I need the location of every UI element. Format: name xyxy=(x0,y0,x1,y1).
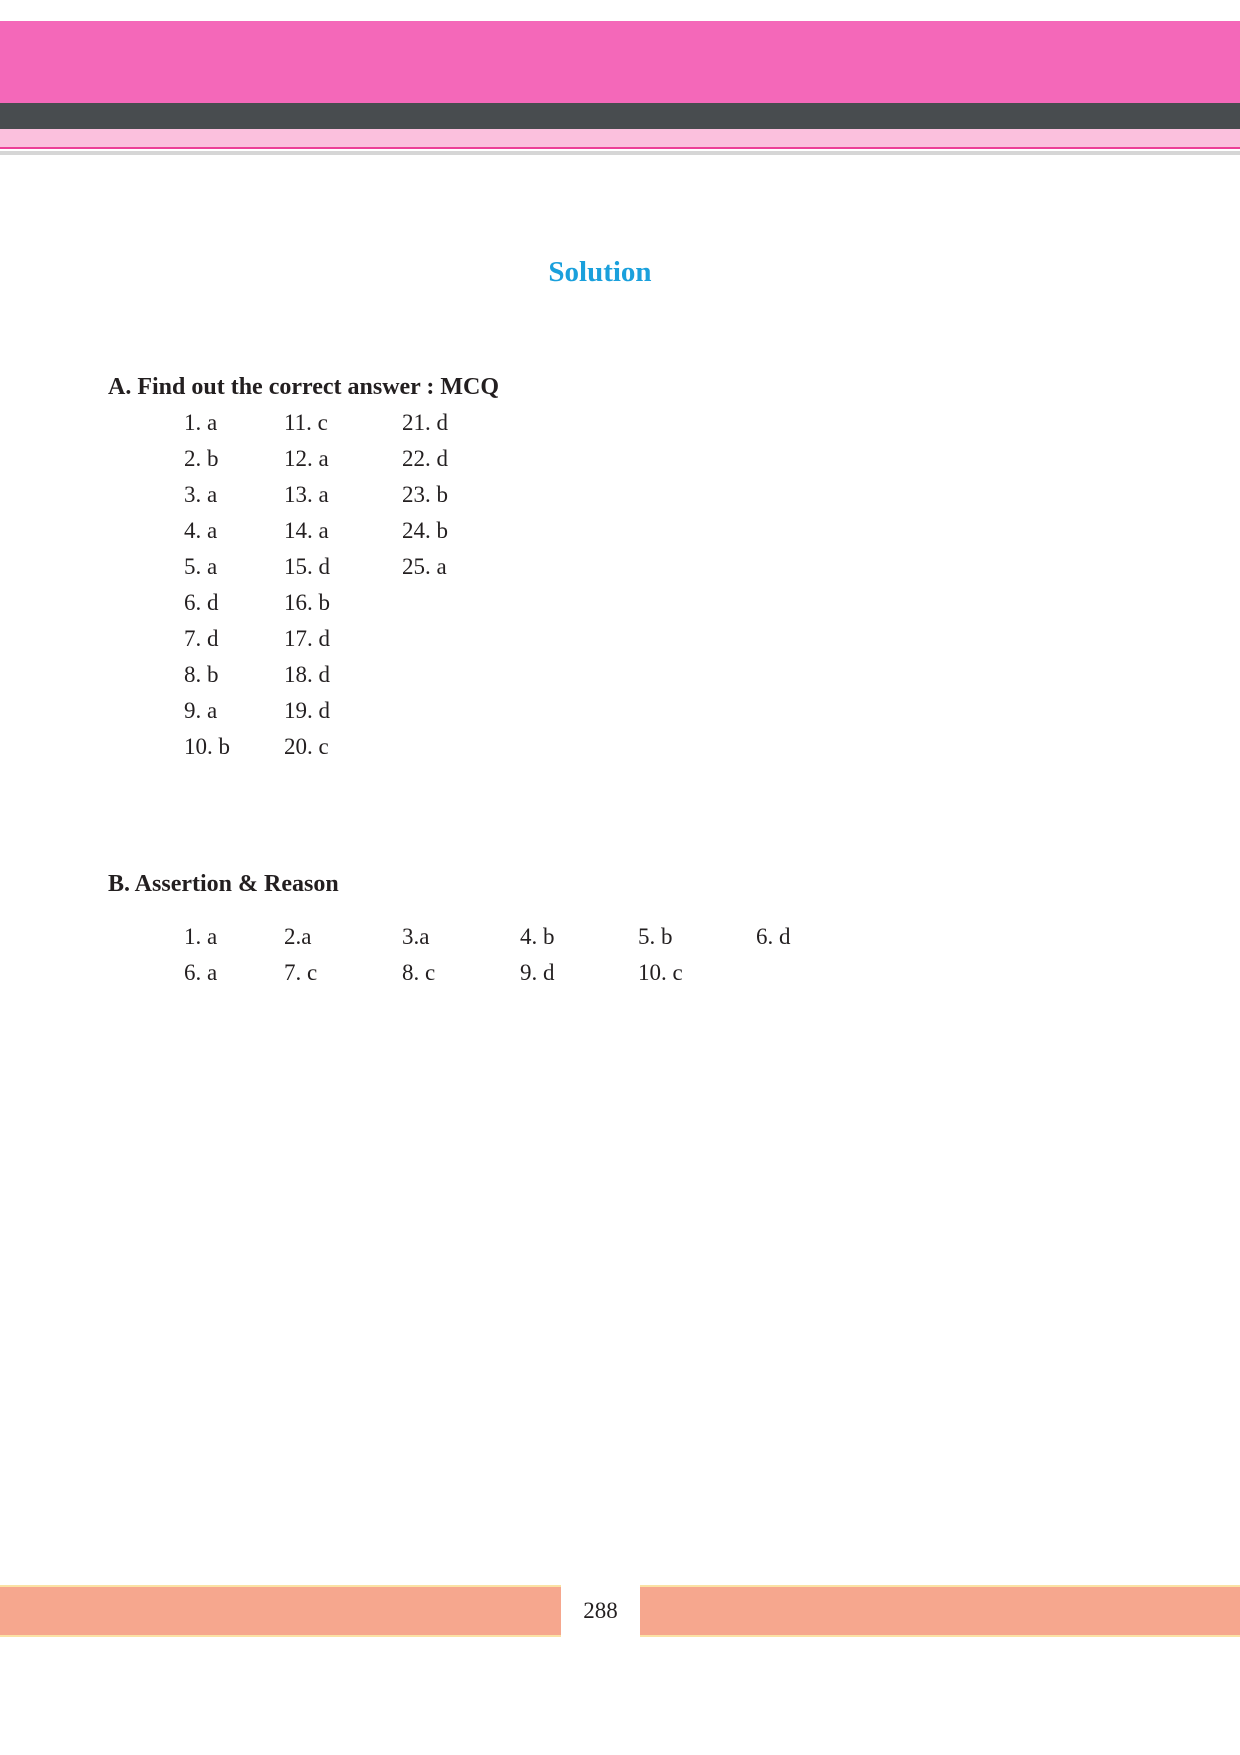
header-accent-line xyxy=(0,147,1240,149)
mcq-answer: 15. d xyxy=(284,554,330,579)
header-pink-band xyxy=(0,21,1240,103)
page-title: Solution xyxy=(548,256,652,288)
mcq-answer: 24. b xyxy=(402,518,448,543)
mcq-answer: 20. c xyxy=(284,734,329,759)
mcq-answer: 23. b xyxy=(402,482,448,507)
mcq-answer: 1. a xyxy=(184,410,218,435)
mcq-answer: 3. a xyxy=(184,482,218,507)
assertion-answer: 6. d xyxy=(756,924,791,949)
mcq-answer: 10. b xyxy=(184,734,230,759)
mcq-answer: 7. d xyxy=(184,626,219,651)
page-number: 288 xyxy=(561,1585,640,1637)
mcq-answer: 6. d xyxy=(184,590,219,615)
mcq-answer: 5. a xyxy=(184,554,218,579)
header-dark-band xyxy=(0,103,1240,129)
assertion-answer: 9. d xyxy=(520,960,555,985)
mcq-answer: 25. a xyxy=(402,554,447,579)
header-gray-line xyxy=(0,151,1240,155)
mcq-answer: 13. a xyxy=(284,482,329,507)
assertion-answer: 10. c xyxy=(638,960,683,985)
mcq-answer: 12. a xyxy=(284,446,329,471)
assertion-answer: 4. b xyxy=(520,924,555,949)
assertion-answer: 7. c xyxy=(284,960,318,985)
section-b-heading: B. Assertion & Reason xyxy=(108,871,339,897)
assertion-answer: 5. b xyxy=(638,924,673,949)
header-light-band xyxy=(0,129,1240,149)
mcq-answer: 11. c xyxy=(284,410,328,435)
mcq-answer: 21. d xyxy=(402,410,448,435)
assertion-answer: 2.a xyxy=(284,924,312,949)
mcq-answer: 18. d xyxy=(284,662,330,687)
mcq-answer: 16. b xyxy=(284,590,330,615)
mcq-answer: 9. a xyxy=(184,698,218,723)
assertion-answer: 1. a xyxy=(184,924,218,949)
mcq-answer: 4. a xyxy=(184,518,218,543)
assertion-answer: 3.a xyxy=(402,924,430,949)
mcq-answer: 19. d xyxy=(284,698,330,723)
mcq-answer: 14. a xyxy=(284,518,329,543)
section-a-heading: A. Find out the correct answer : MCQ xyxy=(108,374,500,400)
mcq-answer: 2. b xyxy=(184,446,219,471)
mcq-answer: 8. b xyxy=(184,662,219,687)
assertion-answer: 6. a xyxy=(184,960,218,985)
mcq-answer: 22. d xyxy=(402,446,448,471)
assertion-answer: 8. c xyxy=(402,960,436,985)
mcq-answer: 17. d xyxy=(284,626,330,651)
